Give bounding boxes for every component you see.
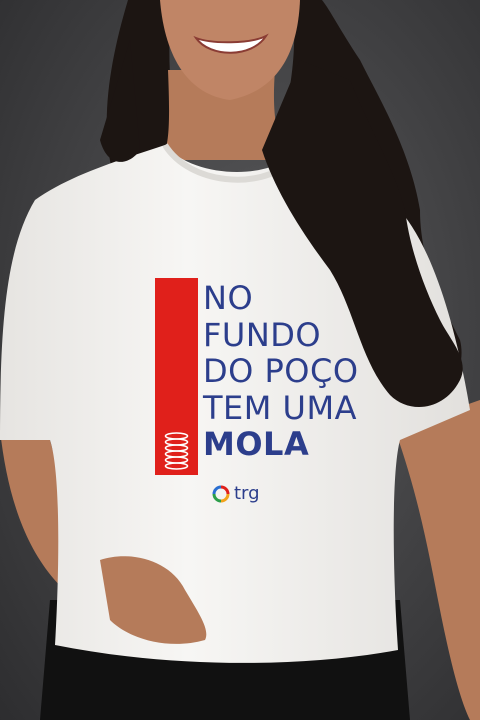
brand-name: trg [234,483,260,504]
print-line-3: DO POÇO [203,352,359,390]
print-line-5: MOLA [203,425,310,463]
print-line-2: FUNDO [203,315,322,354]
brand-logo [212,484,260,504]
trg-logo-icon [212,485,230,503]
spring-icon [166,433,188,469]
tshirt-print-text [203,280,383,463]
print-line-4: TEM UMA [203,388,357,427]
print-line-1: NO [203,279,254,317]
